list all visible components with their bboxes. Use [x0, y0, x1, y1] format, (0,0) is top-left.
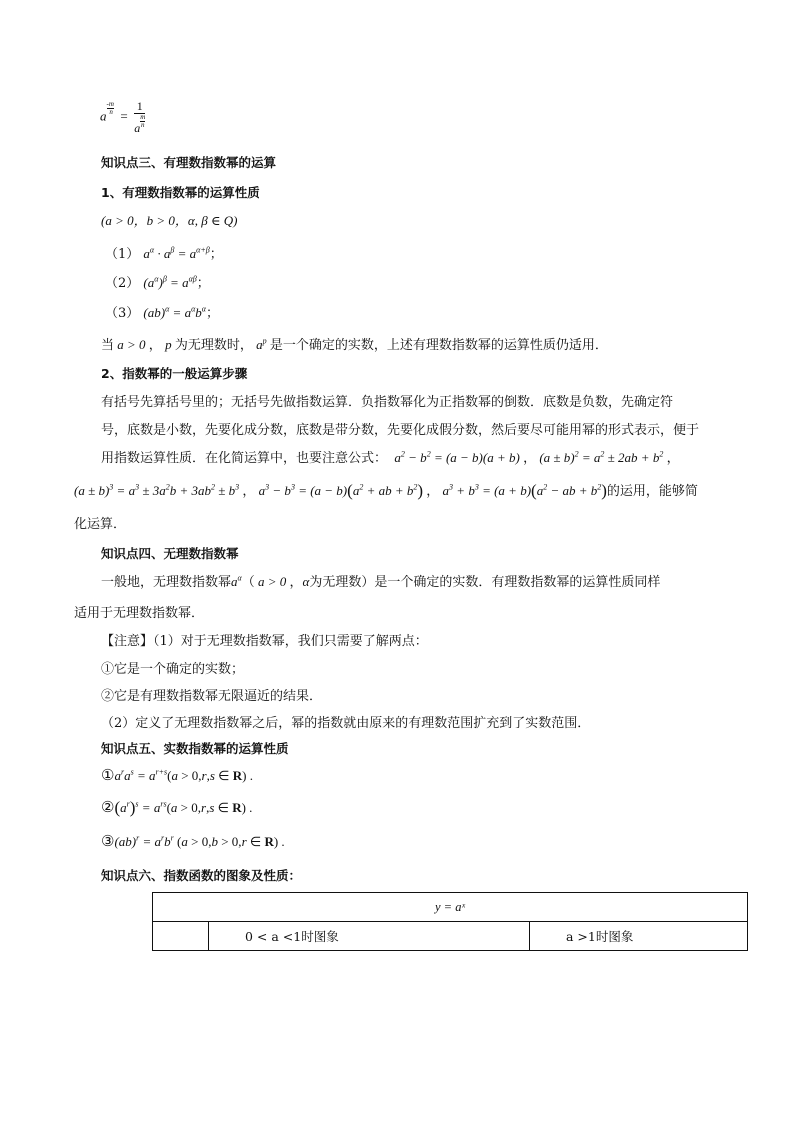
- paragraph-line-1: 有括号先算括号里的；无括号先做指数运算．负指数幂化为正指数幂的倒数．底数是负数，先确定符: [101, 395, 674, 410]
- section-5-title: 知识点五、实数指数幂的运算性质: [101, 741, 289, 756]
- formula-negative-exponent: a $\frac{-m}{n}$ = 1 a $\frac{m}{n}$: [100, 99, 146, 135]
- note-item-3: （2）定义了无理数指数幂之后，幂的指数就由原来的有理数范围扩充到了实数范围．: [101, 716, 591, 731]
- note-heading: 【注意】（1）对于无理数指数幂，我们只需要了解两点：: [101, 634, 428, 649]
- exponential-function-table: [152, 892, 748, 951]
- section-4-line-2: 适用于无理数指数幂．: [74, 606, 205, 621]
- paragraph-line-4: $(a \pm b)^3 = a^3 \pm 3a^2b + 3ab^2 \pm b^3$ ， $a^3 - b^3 = (a - b)(a^2$ + ab + $b^2$) ， $a^3 + b^3 = (a + b)(a^2$ − ab + $b^2$)的运用，能够简: [74, 481, 698, 500]
- table-empty-cell: [153, 922, 209, 951]
- property-3: （3） $(ab)^\alpha = a^\alpha b^\alpha$；: [105, 304, 219, 321]
- note-item-1: ①它是一个确定的实数；: [101, 662, 245, 677]
- paragraph-line-3: 用指数运算性质．在化简运算中，也要注意公式： $a^2 - b^2 = (a - b)(a + b)$ ， $(a \pm b)^2 = a^2 \pm 2ab + b^2$ ，: [101, 449, 680, 466]
- real-property-3: ③(ab)$^r$ = $a^rb^r$ (a > 0,b > 0,r ∈ R) .: [101, 832, 285, 850]
- paragraph-line-2: 号，底数是小数，先要化成分数，底数是带分数，先要化成假分数，然后要尽可能用幂的形式表示，便于: [101, 423, 700, 438]
- irrational-note: 当 a > 0 ， p 为无理数时， $a^p$ 是一个确定的实数，上述有理数指数幂的运算性质仍适用．: [101, 336, 608, 353]
- note-item-2: ②它是有理数指数幂无限逼近的结果．: [101, 689, 323, 704]
- paragraph-line-5: 化运算．: [74, 517, 127, 532]
- section-3-sub1: 1、有理数指数幂的运算性质: [101, 185, 260, 200]
- table-header: y = aˣ: [153, 893, 748, 922]
- table-col-a-gt-1: a >1时图象: [530, 922, 748, 951]
- property-2: （2） $(a^\alpha)^\beta = a^{\alpha\beta}$；: [105, 274, 210, 291]
- section-4-line-1: 一般地，无理数指数幂$a^\alpha$（ a > 0 ，α为无理数）是一个确定的实数．有理数指数幂的运算性质同样: [101, 573, 661, 590]
- section-4-title: 知识点四、无理数指数幂: [101, 546, 239, 561]
- real-property-1: $①a^ra^s = a^{r+s}(a > 0,r,s$ ∈ R) .: [101, 766, 253, 784]
- condition-line: [101, 210, 238, 229]
- table-col-0-lt-a-lt-1: 0 < a <1时图象: [209, 922, 530, 951]
- section-3-title: 知识点三、有理数指数幂的运算: [101, 155, 277, 170]
- section-6-title: 知识点六、指数函数的图象及性质：: [101, 868, 302, 883]
- section-3-sub2: 2、指数幂的一般运算步骤: [101, 366, 248, 381]
- condition-text: (a > 0，b > 0，α, β ∈ Q): [101, 213, 238, 228]
- real-property-2: $②(a^r)^s = a^{rs}(a > 0,r,s$ ∈ R) .: [101, 798, 253, 817]
- property-1: （1） $a^\alpha \cdot a^\beta = a^{\alpha+\beta}$；: [105, 245, 223, 262]
